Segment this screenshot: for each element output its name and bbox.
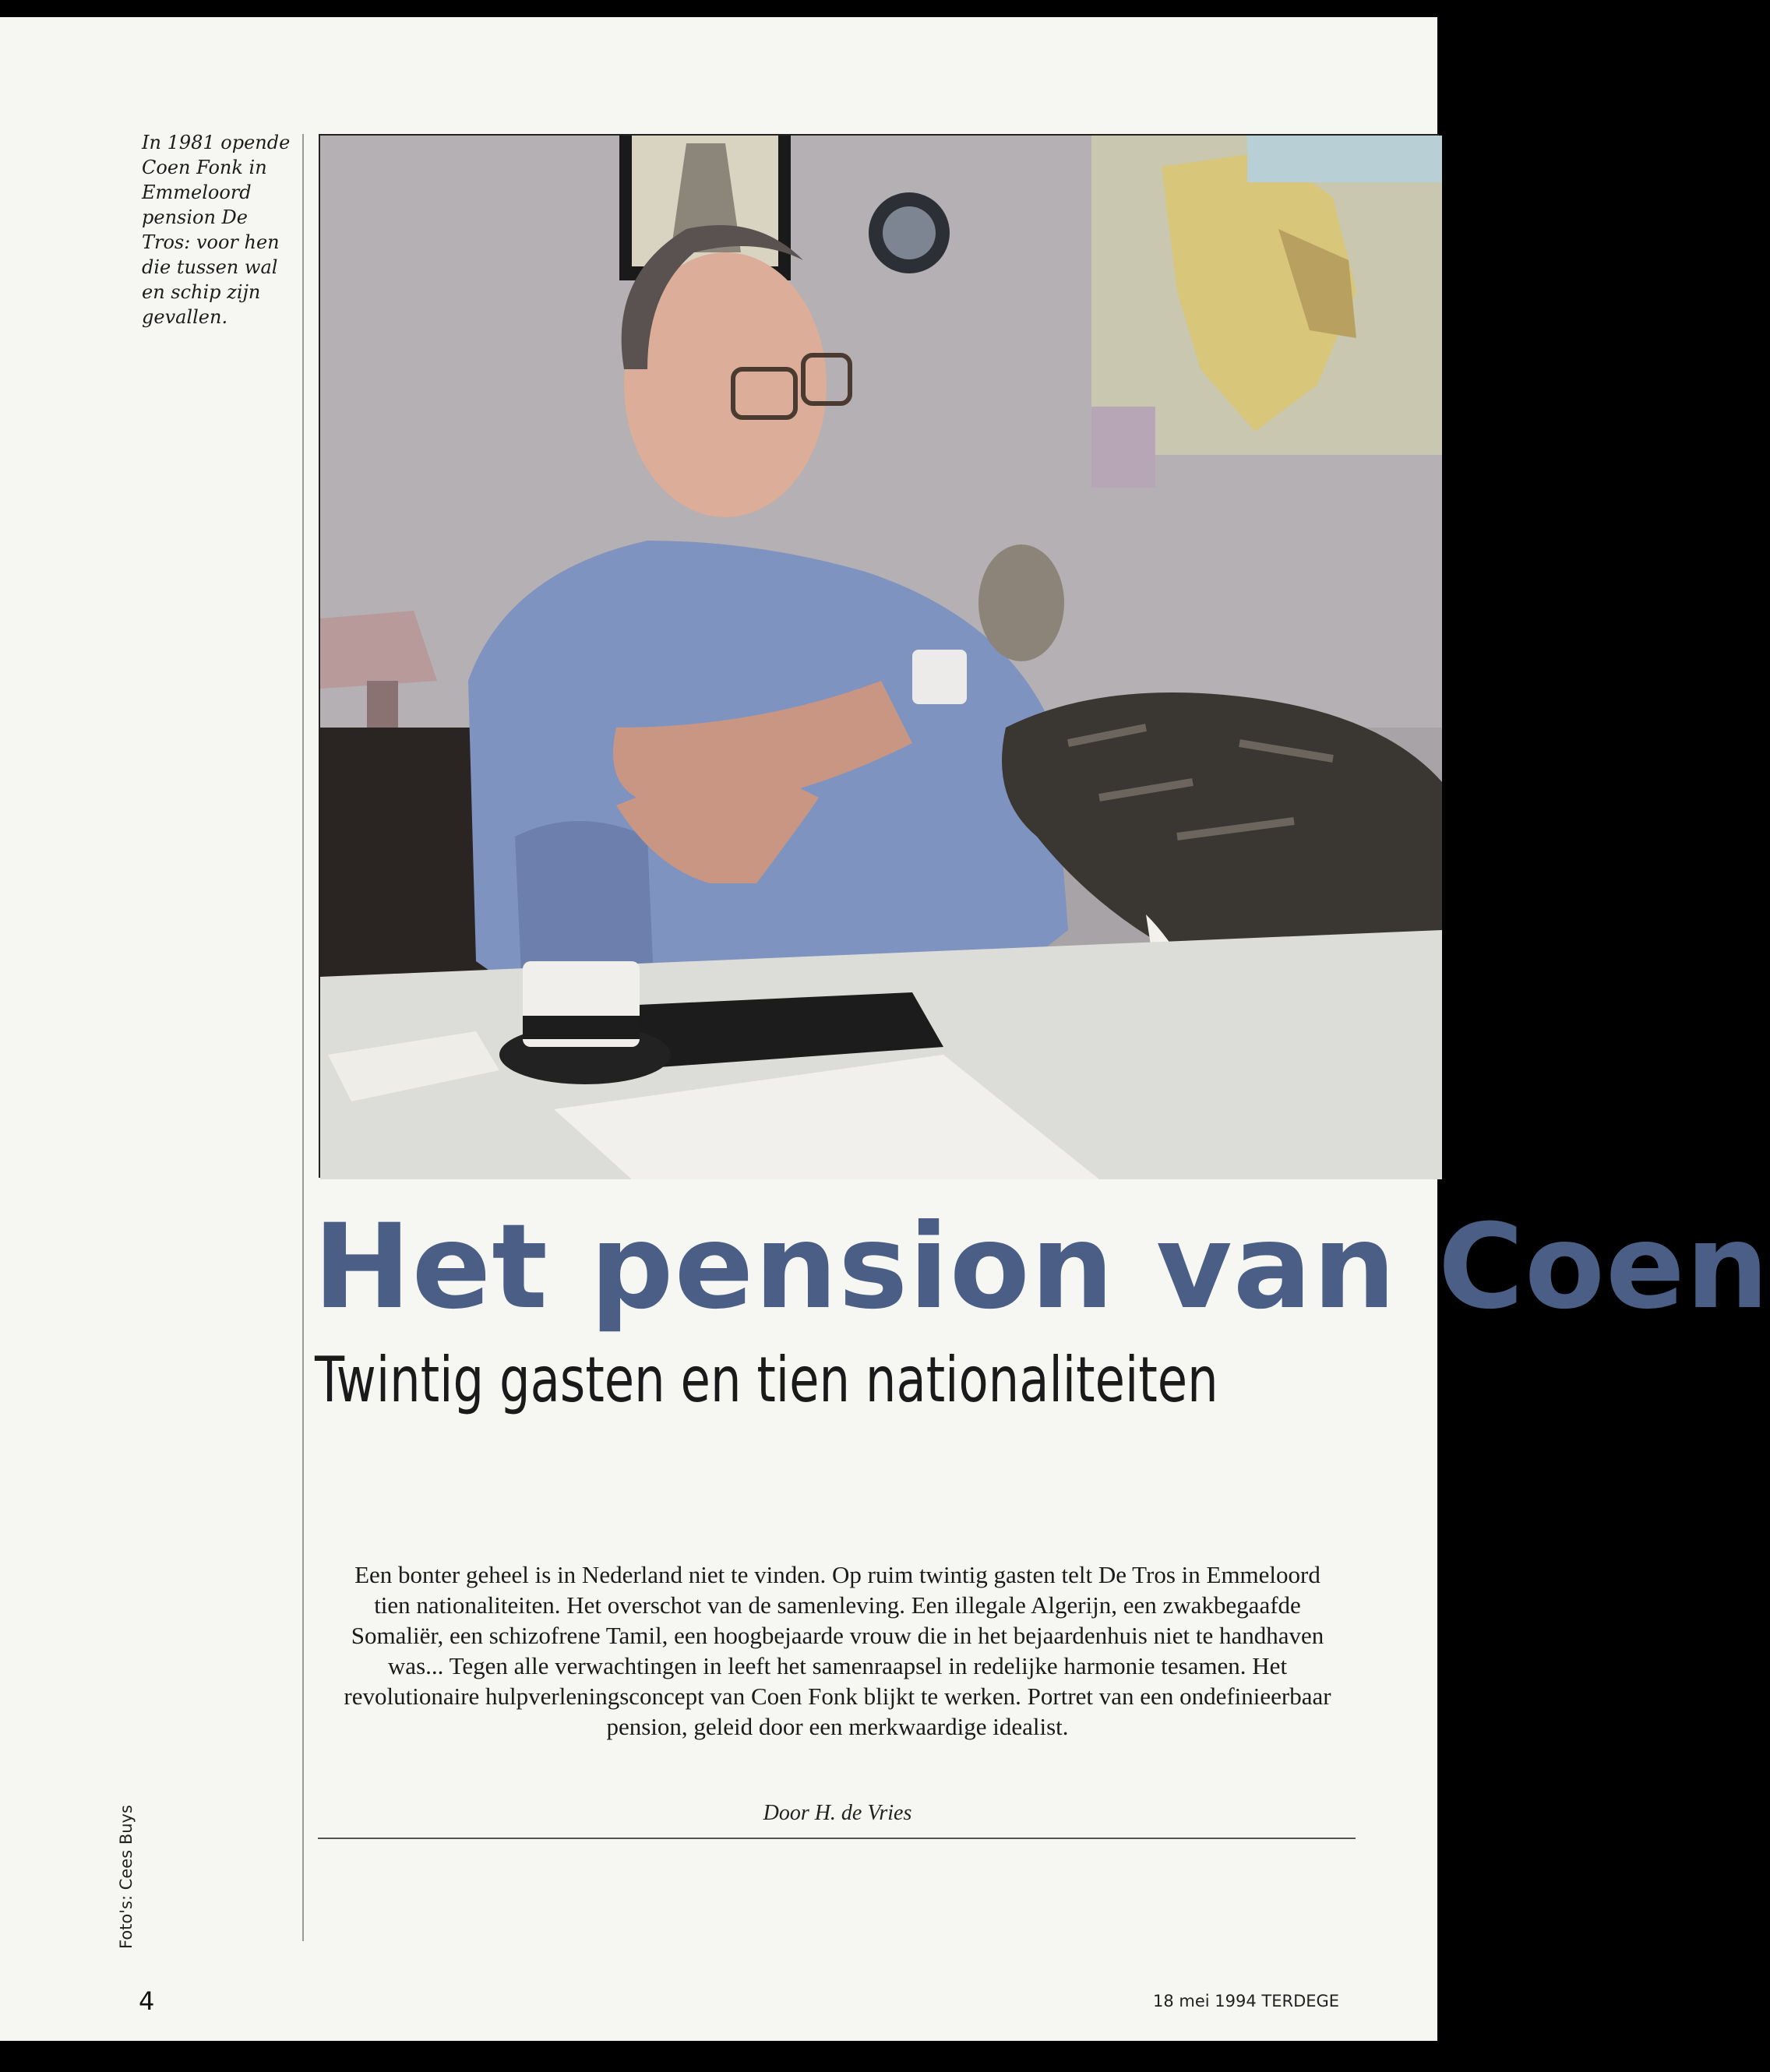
issue-footer: 18 mei 1994 TERDEGE <box>1153 1992 1340 2010</box>
article-headline: Het pension van Coen <box>313 1200 1770 1335</box>
man-with-cat-photo-icon <box>320 136 1442 1179</box>
article-subheadline: Twintig gasten en tien nationaliteiten <box>315 1344 1218 1416</box>
magazine-page <box>0 17 1770 2041</box>
article-photo <box>319 134 1439 1178</box>
column-divider <box>302 134 304 1941</box>
photo-credit: Foto's: Cees Buys <box>117 1805 136 1949</box>
article-intro: Een bonter geheel is in Nederland niet te vinden. Op ruim twintig gasten telt De Tros in Emmeloord tien nationaliteiten. Het overschot van de samenleving. Een illegale Algerijn, een zwakbegaafde Somaliër, een schizofrene Tamil, een hoogbejaarde vrouw die in het bejaardenhuis niet te handhaven was... Tegen alle verwachtingen in leeft het samenraapsel in redelijke harmonie tesamen. Het revolutionaire hulpverleningsconcept van Coen Fonk blijkt te werken. Portret van een ondefinieerbaar pension, geleid door een merkwaardige idealist. <box>344 1561 1331 1740</box>
article-byline: Door H. de Vries <box>763 1801 912 1825</box>
photo-caption: In 1981 opende Coen Fonk in Emmeloord pension De Tros: voor hen die tussen wal en schip zijn gevallen. <box>142 132 291 328</box>
byline-divider <box>318 1838 1356 1839</box>
page-number: 4 <box>139 1986 155 2016</box>
